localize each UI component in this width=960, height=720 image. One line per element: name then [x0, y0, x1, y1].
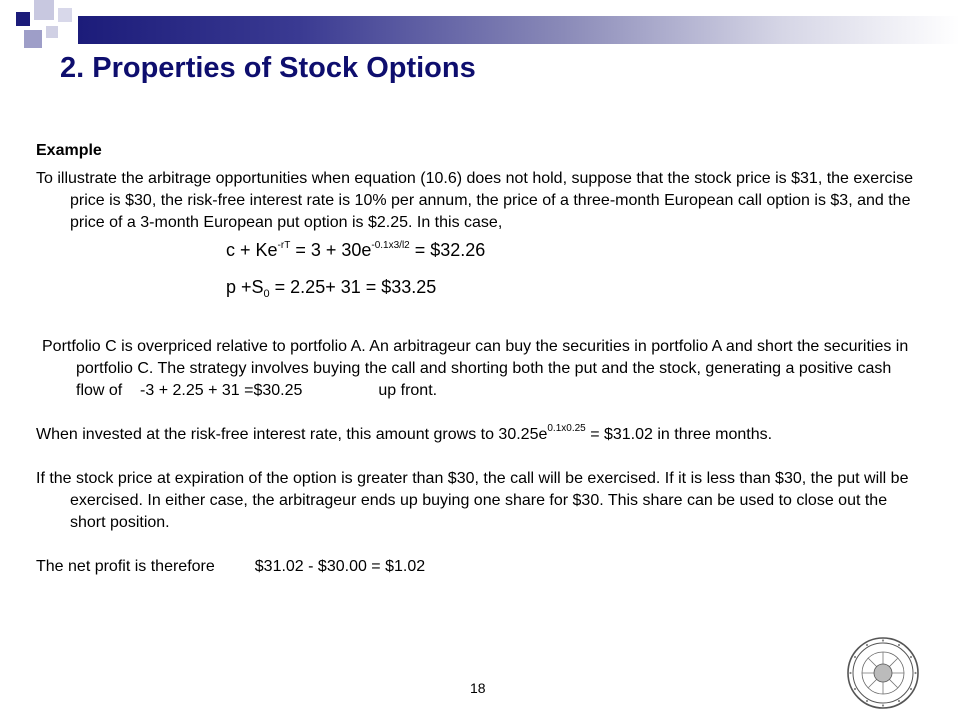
formula-subscript: 0	[263, 288, 270, 300]
formula-exponent: -0.1x3/l2	[371, 240, 410, 251]
paragraph-text: When invested at the risk-free interest rate, this amount grows to 30.25e	[36, 426, 548, 443]
slide-body	[36, 140, 916, 578]
formula-text: = 3 + 30e	[290, 240, 372, 260]
paragraph-arbitrage	[36, 336, 916, 402]
formula-text: p +S	[226, 277, 264, 297]
paragraph-exercise: If the stock price at expiration of the option is greater than $30, the call will be exercised. If it is less than $30, the put will be exercised. In either case, the arbitrageur ends up buying one share for $30. This share can be used to close out the short position.	[36, 470, 909, 531]
university-seal-icon	[846, 636, 920, 710]
paragraph-profit	[36, 556, 916, 578]
header-gradient-bar	[78, 16, 960, 44]
decor-square	[58, 8, 72, 22]
decor-square	[24, 30, 42, 48]
paragraph-text: = $31.02 in three months.	[585, 426, 773, 443]
paragraph-text: Portfolio C is overpriced relative to portfolio A. An arbitrageur can buy the securities in portfolio A and short the securities in portfolio C. The strategy involves buying the call and shorting both the put and the stock, generating a positive cash flow of	[42, 338, 909, 399]
formula-call	[36, 237, 916, 263]
decor-square	[46, 26, 58, 38]
formula-text: = $32.26	[409, 240, 486, 260]
growth-exponent: 0.1x0.25	[547, 423, 586, 434]
decor-square	[16, 12, 30, 26]
net-profit-value: $31.02 - $30.00 = $1.02	[254, 558, 426, 575]
page-number: 18	[470, 680, 486, 696]
paragraph-growth	[36, 424, 916, 446]
cash-flow-value: -3 + 2.25 + 31 =$30.25	[140, 382, 303, 399]
formula-text: = 2.25+ 31 = $33.25	[269, 277, 437, 297]
example-heading: Example	[36, 142, 102, 159]
formula-put	[36, 274, 916, 300]
formula-exponent: -rT	[277, 240, 291, 251]
formula-text: c + Ke	[226, 240, 278, 260]
paragraph-text: The net profit is therefore	[36, 558, 215, 575]
decor-square	[34, 0, 54, 20]
slide-title: 2. Properties of Stock Options	[60, 52, 476, 84]
paragraph-text: up front.	[378, 382, 438, 399]
paragraph-intro: To illustrate the arbitrage opportunities when equation (10.6) does not hold, suppose that the stock price is $31, the exercise price is $30, the risk-free interest rate is 10% per annum, the price of a three-month European call option is $3, and the price of a 3-month European put option is $2.25. In this case,	[36, 170, 913, 231]
